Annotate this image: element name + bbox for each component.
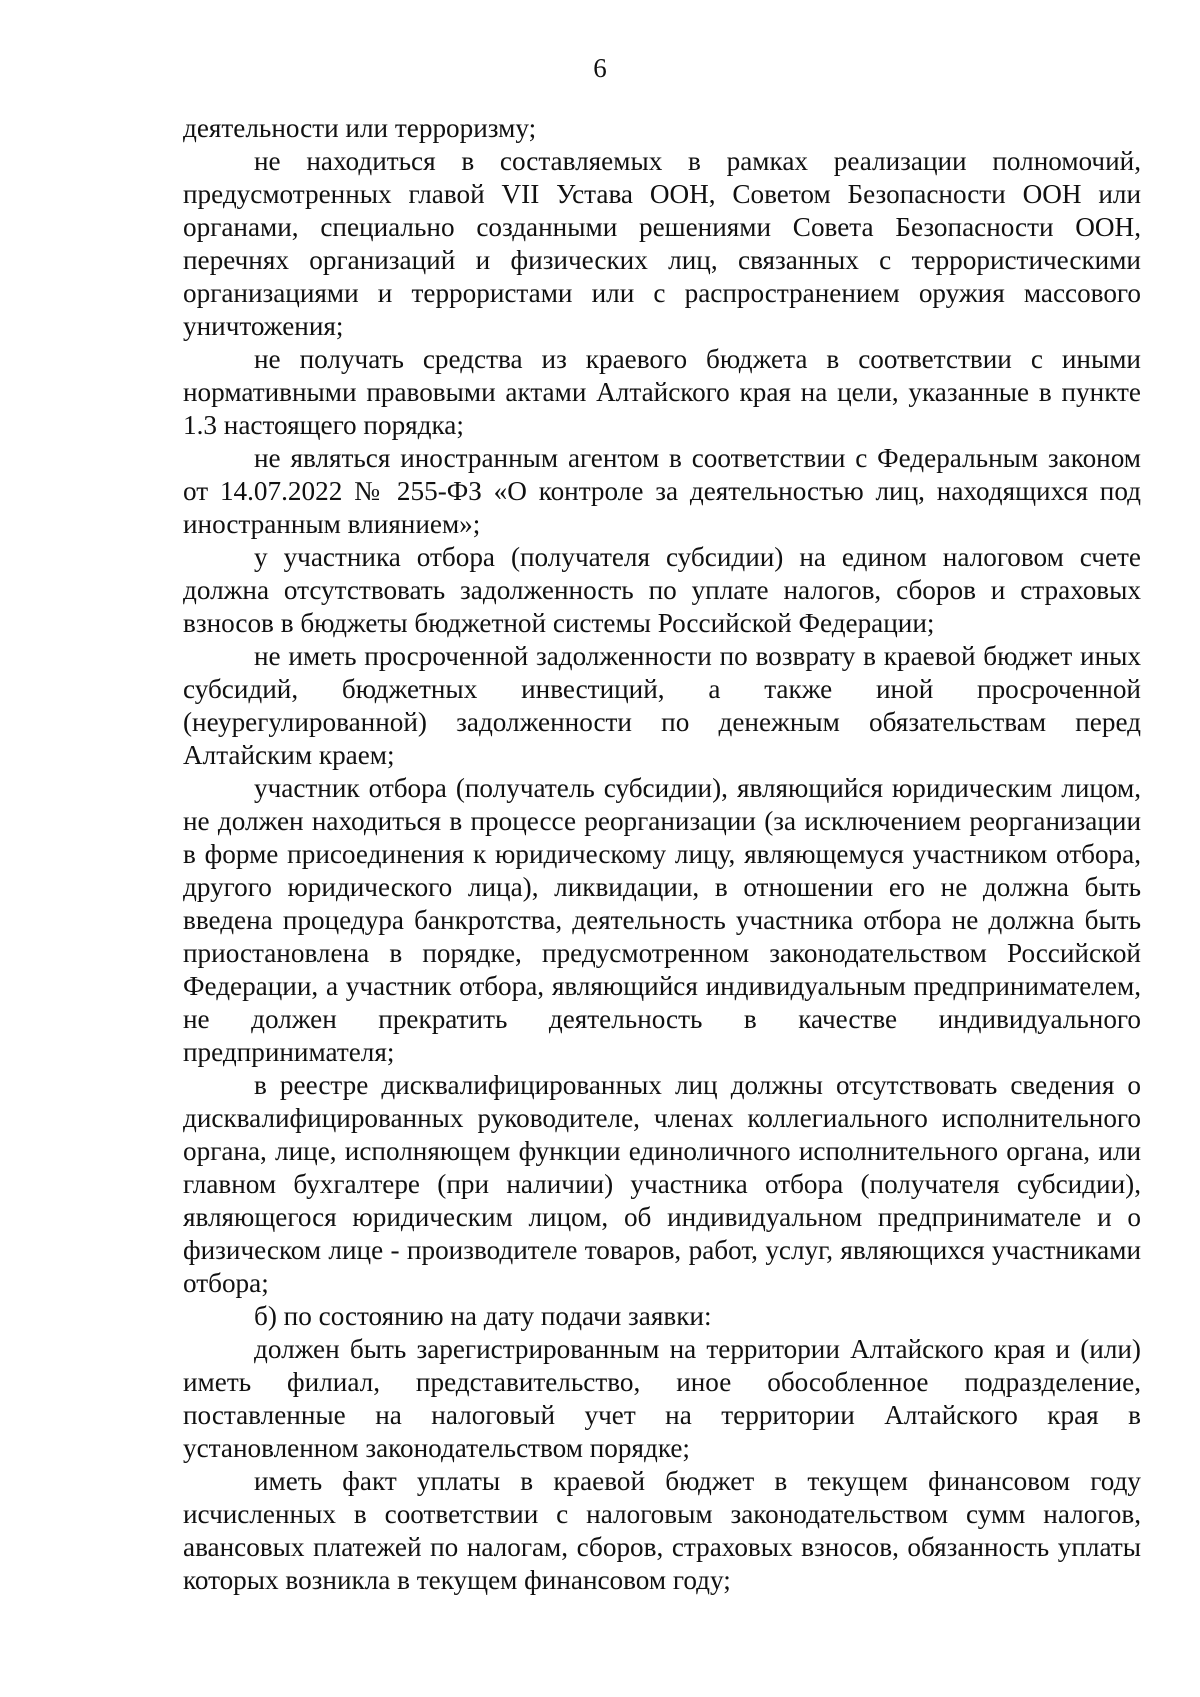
paragraph: не иметь просроченной задолженности по возврату в краевой бюджет иных субсидий, бюджетных инвестиций, а также иной просроченной (неурегулированной) задолженности по денежным обязательствам перед Алтайским краем;	[183, 641, 1141, 770]
paragraph: не получать средства из краевого бюджета в соответствии с иными нормативными правовыми актами Алтайского края на цели, указанные в пункте 1.3 настоящего порядка;	[183, 344, 1141, 440]
paragraph: не находиться в составляемых в рамках реализации полномочий, предусмотренных главой VII Устава ООН, Советом Безопасности ООН или органами, специально созданными решениями Совета Безопасности ООН, перечнях организаций и физических лиц, связанных с террористическими организациями и террористами или с распространением оружия массового уничтожения;	[183, 146, 1141, 341]
page-number: 6	[593, 53, 607, 83]
paragraph: у участника отбора (получателя субсидии) на едином налоговом счете должна отсутствовать задолженность по уплате налогов, сборов и страховых взносов в бюджеты бюджетной системы Российской Федерации;	[183, 542, 1141, 638]
paragraph: должен быть зарегистрированным на территории Алтайского края и (или) иметь филиал, представительство, иное обособленное подразделение, поставленные на налоговый учет на территории Алтайского края в установленном законодательством порядке;	[183, 1334, 1141, 1463]
paragraph-continuation: деятельности или терроризму;	[183, 113, 537, 143]
paragraph: иметь факт уплаты в краевой бюджет в текущем финансовом году исчисленных в соответствии с налоговым законодательством сумм налогов, авансовых платежей по налогам, сборов, страховых взносов, обязанность уплаты которых возникла в текущем финансовом году;	[183, 1466, 1141, 1595]
paragraph: участник отбора (получатель субсидии), являющийся юридическим лицом, не должен находиться в процессе реорганизации (за исключением реорганизации в форме присоединения к юридическому лицу, являющемуся участником отбора, другого юридического лица), ликвидации, в отношении его не должна быть введена процедура банкротства, деятельность участника отбора не должна быть приостановлена в порядке, предусмотренном законодательством Российской Федерации, а участник отбора, являющийся индивидуальным предпринимателем, не должен прекратить деятельность в качестве индивидуального предпринимателя;	[183, 773, 1141, 1067]
paragraph: не являться иностранным агентом в соответствии с Федеральным законом от 14.07.2022 № 255-ФЗ «О контроле за деятельностью лиц, находящихся под иностранным влиянием»;	[183, 443, 1141, 539]
section-heading-b: б) по состоянию на дату подачи заявки:	[254, 1301, 712, 1331]
paragraph: в реестре дисквалифицированных лиц должны отсутствовать сведения о дисквалифицированных руководителе, членах коллегиального исполнительного органа, лице, исполняющем функции единоличного исполнительного органа, или главном бухгалтере (при наличии) участника отбора (получателя субсидии), являющегося юридическим лицом, об индивидуальном предпринимателе и о физическом лице - производителе товаров, работ, услуг, являющихся участниками отбора;	[183, 1070, 1141, 1298]
document-body	[183, 112, 1141, 1597]
